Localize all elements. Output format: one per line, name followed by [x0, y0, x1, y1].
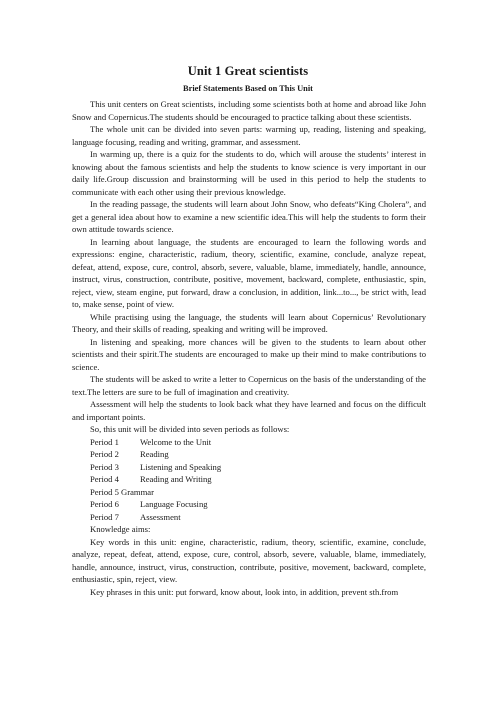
- page-title: Unit 1 Great scientists: [187, 64, 309, 78]
- document-body: [72, 98, 426, 598]
- paragraph: In the reading passage, the students will learn about John Snow, who defeats“King Cholera”, and get a general idea about how to examine a new scientific idea.This will help the students to form their own attitude towards science.: [72, 199, 426, 234]
- period-name: Grammar: [121, 486, 154, 497]
- period-number: Period 7: [90, 511, 119, 522]
- paragraph: This unit centers on Great scientists, including some scientists both at home and abroad like John Snow and Copernicus.The students should be encouraged to practice talking about these scientists.: [72, 99, 426, 122]
- paragraph: Key words in this unit: engine, characteristic, radium, theory, scientific, examine, conclude, analyze, repeat, defeat, attend, expose, cure, control, absorb, severe, valuable, blame, immediately, handle, announce, instruct, virus, construction, contribute, positive, movement, backward, complete, enthusiastic, spin, reject, view.: [72, 536, 426, 584]
- period-item: [72, 511, 426, 524]
- period-name: Reading and Writing: [140, 474, 212, 484]
- period-item: [72, 473, 426, 486]
- paragraph: In warming up, there is a quiz for the students to do, which will arouse the students’ interest in knowing about the famous scientists and help the students to know science is very important in our daily life.Group discussion and brainstorming will be used in this period to help the students to communicate with each other using their previous knowledge.: [72, 149, 426, 197]
- period-number: Period 4: [90, 474, 119, 484]
- paragraph: Assessment will help the students to look back what they have learned and focus on the difficult and important points.: [72, 399, 426, 422]
- period-name: Language Focusing: [140, 499, 208, 509]
- period-number: Period 6: [90, 499, 119, 509]
- period-number: Period 1: [90, 436, 119, 447]
- paragraph: The students will be asked to write a letter to Copernicus on the basis of the understanding of the text.The letters are sure to be full of imagination and creativity.: [72, 374, 426, 397]
- paragraph: Key phrases in this unit: put forward, know about, look into, in addition, prevent sth.from: [90, 586, 399, 597]
- period-item: [72, 498, 426, 511]
- period-name: Listening and Speaking: [140, 461, 222, 472]
- paragraph: In learning about language, the students are encouraged to learn the following words and expressions: engine, characteristic, radium, theory, scientific, examine, conclude, analyze repeat, defeat, attend, expose, cure, control, absorb, severe, valuable, blame, immediately, handle, announce, instruct, virus, construction, contribute, positive, movement, backward, complete, enthusiastic, spin, reject, view, steam engine, put forward, draw a conclusion, in addition, link...to..., be strict with, lead to, make sense, point of view.: [72, 236, 426, 309]
- period-item: [72, 486, 426, 499]
- period-item: [72, 448, 426, 461]
- knowledge-aims-label: Knowledge aims:: [90, 524, 151, 534]
- page-subtitle: Brief Statements Based on This Unit: [183, 84, 313, 93]
- paragraph: So, this unit will be divided into seven periods as follows:: [90, 424, 290, 434]
- period-item: [72, 436, 426, 449]
- period-item: [72, 461, 426, 474]
- period-number: Period 2: [90, 449, 119, 459]
- period-number: Period 3: [90, 461, 119, 472]
- paragraph: While practising using the language, the students will learn about Copernicus’ Revolutionary Theory, and their skills of reading, speaking and writing will be improved.: [72, 311, 426, 334]
- period-number: Period 5: [90, 486, 119, 497]
- paragraph: In listening and speaking, more chances will be given to the students to learn about other scientists and their spirit.The students are encouraged to make up their mind to make contributions to science.: [72, 336, 426, 372]
- period-name: Reading: [140, 449, 169, 459]
- period-name: Assessment: [140, 511, 181, 522]
- period-name: Welcome to the Unit: [140, 436, 212, 447]
- paragraph: The whole unit can be divided into seven parts: warming up, reading, listening and speaking, language focusing, reading and writing, grammar, and assessment.: [72, 124, 426, 147]
